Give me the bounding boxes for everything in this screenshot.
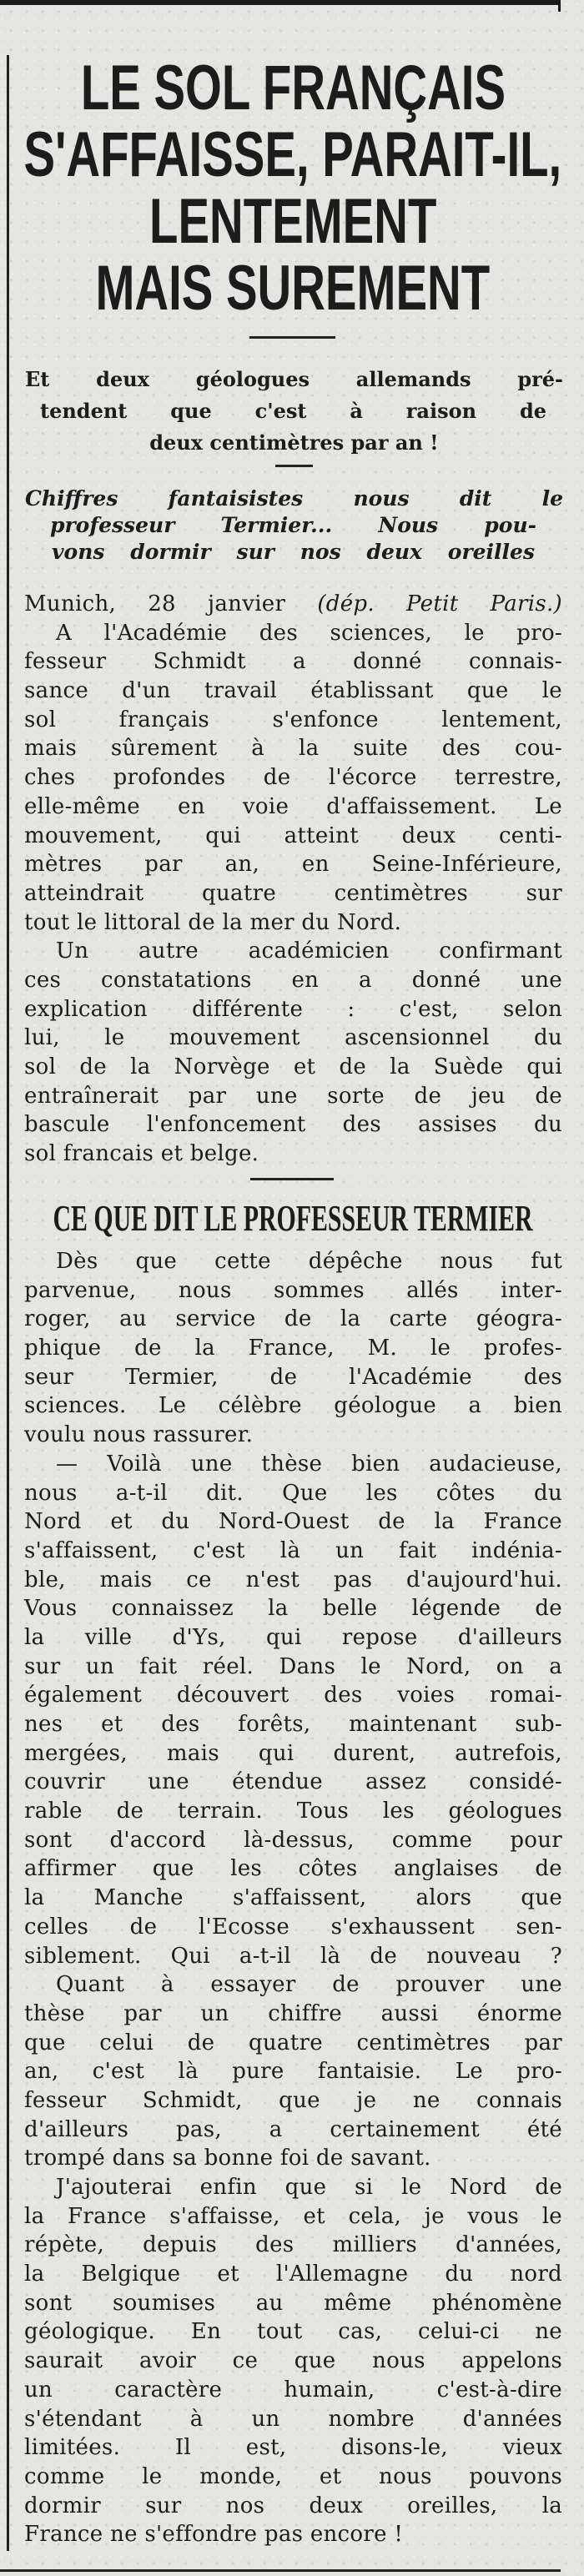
paragraph-line: dormir sur nos deux oreilles, la <box>24 2493 562 2518</box>
paragraph-line: la France s'affaisse, et cela, je vous le <box>24 2203 562 2229</box>
paragraph-line: saurait avoir ce que nous appelons <box>24 2348 562 2374</box>
paragraph-line: répète, depuis des milliers d'années, <box>24 2232 562 2258</box>
paragraph-line: sance d'un travail établissant que le <box>24 678 562 704</box>
paragraph-line: sont d'accord là-dessus, comme pour <box>24 1827 562 1853</box>
deck-line: Et deux géologues allemands pré- <box>25 367 563 391</box>
paragraph-line: Vous connaissez la belle légende de <box>24 1596 562 1622</box>
paragraph-line: nes et des forêts, maintenant sub- <box>24 1712 562 1737</box>
article-deck <box>25 364 563 459</box>
paragraph-line: affirmer que les côtes anglaises de <box>24 1856 562 1882</box>
headline-line: LE SOL FRANÇAIS <box>80 53 506 123</box>
paragraph-line: siblement. Qui a-t-il là de nouveau ? <box>24 1943 562 1969</box>
paragraph-line: an, c'est là pure fantaisie. Le pro- <box>24 2059 562 2085</box>
article-body-part1 <box>24 590 562 1169</box>
paragraph-line: Quant à essayer de prouver une <box>56 1972 562 1998</box>
paragraph-line: — Voilà une thèse bien audacieuse, <box>56 1451 562 1477</box>
paragraph-line: elle-même en voie d'affaissement. Le <box>24 793 562 819</box>
paragraph-line: fesseur Schmidt, que je ne connais <box>24 2087 562 2113</box>
paragraph-line: bascule l'enfoncement des assises du <box>24 1112 562 1138</box>
paragraph-line: s'étendant à un nombre d'années <box>24 2406 562 2432</box>
paragraph-line: Dès que cette dépêche nous fut <box>56 1249 562 1274</box>
bottom-border <box>0 2569 561 2572</box>
headline-line: LENTEMENT <box>149 186 437 257</box>
paragraph-line: trompé dans sa bonne foi de savant. <box>24 2146 431 2171</box>
paragraph-line: la Belgique et l'Allemagne du nord <box>24 2262 562 2287</box>
paragraph-line: J'ajouterai enfin que si le Nord de <box>56 2175 562 2200</box>
paragraph-line: sur un fait réel. Dans le Nord, on a <box>24 1653 562 1679</box>
paragraph-line: nous a-t-il dit. Que les côtes du <box>24 1480 562 1506</box>
paragraph-line: comme le monde, et nous pouvons <box>24 2463 562 2489</box>
separator-rule <box>249 336 335 339</box>
paragraph-line: A l'Académie des sciences, le pro- <box>56 620 562 646</box>
top-border-corner <box>558 0 561 12</box>
paragraph-line: la Manche s'affaissent, alors que <box>24 1885 562 1911</box>
paragraph-line: lui, le mouvement ascensionnel du <box>24 1025 562 1051</box>
deck-line: tendent que c'est à raison de <box>40 399 546 423</box>
paragraph-line: mais sûrement à la suite des cou- <box>24 736 562 762</box>
paragraph-line: mètres par an, en Seine-Inférieure, <box>24 852 562 878</box>
article-body-part2 <box>24 1247 562 2549</box>
paragraph-line: ches profondes de l'écorce terrestre, <box>24 765 562 791</box>
paragraph-line: Un autre académicien confirmant <box>56 938 562 964</box>
paragraph-line: thèse par un chiffre aussi énorme <box>24 2000 562 2026</box>
paragraph-line: voulu nous rassurer. <box>24 1422 254 1448</box>
top-border <box>0 0 561 5</box>
paragraph-line: ces constatations en a donné une <box>24 967 562 993</box>
paragraph-line: sciences. Le célèbre géologue a bien <box>24 1393 562 1419</box>
paragraph-line: un caractère humain, c'est-à-dire <box>24 2377 562 2402</box>
paragraph-line: France ne s'effondre pas encore ! <box>24 2522 404 2548</box>
paragraph-line: d'ailleurs pas, a certainement été <box>24 2116 562 2142</box>
paragraph-line: mergées, mais qui durent, autrefois, <box>24 1740 562 1766</box>
paragraph-line: sol francais et belge. <box>24 1141 259 1167</box>
paragraph-line: explication différente : c'est, selon <box>24 996 562 1022</box>
subdeck-line: vons dormir sur nos deux oreilles <box>52 540 535 564</box>
paragraph-line: celles de l'Ecosse s'exhaussent sen- <box>24 1914 562 1940</box>
paragraph-line: roger, au service de la carte géogra- <box>24 1306 562 1332</box>
subdeck-line: professeur Termier... Nous pou- <box>50 513 536 537</box>
dateline-source: (dép. Petit Paris.) <box>317 591 562 616</box>
headline-line: MAIS SUREMENT <box>95 253 491 324</box>
paragraph-line: sol français s'enfonce lentement, <box>24 707 562 732</box>
paragraph-line: limitées. Il est, disons-le, vieux <box>24 2435 562 2461</box>
subdeck-line: Chiffres fantaisistes nous dit le <box>25 486 563 511</box>
paragraph-line: sol de la Norvège et de la Suède qui <box>24 1054 562 1079</box>
paragraph-line: mouvement, qui atteint deux centi- <box>24 823 562 848</box>
paragraph-line: fesseur Schmidt a donné connais- <box>24 649 562 675</box>
paragraph-line: entraînerait par une sorte de jeu de <box>24 1083 562 1109</box>
paragraph-line: la ville d'Ys, qui repose d'ailleurs <box>24 1624 562 1650</box>
paragraph-line: sont soumises au même phénomène <box>24 2290 562 2316</box>
paragraph-line: s'affaissent, c'est là un fait indénia- <box>24 1537 562 1563</box>
paragraph-line: parvenue, nous sommes allés inter- <box>24 1277 562 1303</box>
paragraph-line: géologique. En tout cas, celui-ci ne <box>24 2319 562 2345</box>
paragraph-line: ble, mais ce n'est pas d'aujourd'hui. <box>24 1567 562 1592</box>
paragraph-line: tout le littoral de la mer du Nord. <box>24 909 402 935</box>
headline-line: S'AFFAISSE, PARAIT-IL, <box>23 119 562 190</box>
paragraph-line: Nord et du Nord-Ouest de la France <box>24 1509 562 1535</box>
separator-rule <box>250 1178 334 1180</box>
article-subdeck <box>25 486 563 566</box>
article-headline <box>23 55 562 322</box>
section-heading <box>23 1198 562 1238</box>
paragraph-line: également découvert des voies romai- <box>24 1683 562 1708</box>
dateline <box>24 590 562 619</box>
separator-rule <box>275 465 313 467</box>
paragraph-line: atteindrait quatre centimètres sur <box>24 880 562 906</box>
paragraph-line: phique de la France, M. le profes- <box>24 1336 562 1361</box>
paragraph-line: rable de terrain. Tous les géologues <box>24 1799 562 1824</box>
paragraph-line: que celui de quatre centimètres par <box>24 2030 562 2055</box>
paragraph-line: seur Termier, de l'Académie des <box>24 1364 562 1390</box>
paragraph-line: couvrir une étendue assez considé- <box>24 1769 562 1795</box>
section-heading-text: CE QUE DIT LE PROFESSEUR TERMIER <box>53 1197 533 1239</box>
column-left-rule <box>7 55 9 2551</box>
dateline-place: Munich, 28 janvier <box>24 591 318 616</box>
deck-line: deux centimètres par an ! <box>149 430 439 455</box>
